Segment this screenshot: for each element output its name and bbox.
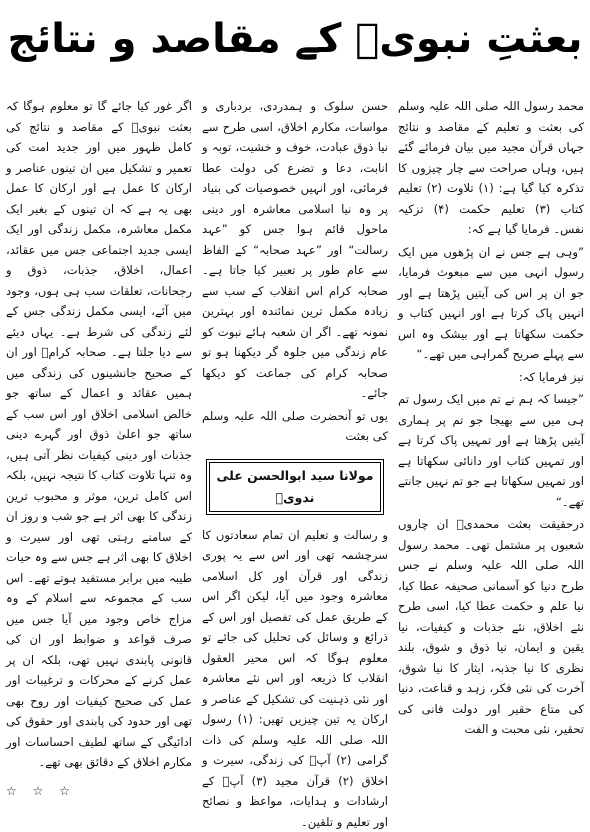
paragraph: محمد رسول اللہ صلی اللہ علیہ وسلم کی بعثت و تعلیم کے مقاصد و نتائج جہاں قرآن مجید میں بیان فرمائے گئے ہیں، وہاں صراحت سے چار چیزوں کا تذکرہ کیا گیا ہے: (۱) تلاوت (۲) تعلیم کتاب (۳) تعلیم حکمت (۴) تزکیہ نفس۔ فرمایا گیا ہے کہ:: [398, 96, 584, 240]
paragraph: ”وہی ہے جس نے ان پڑھوں میں ایک رسول انہی میں سے مبعوث فرمایا، جو ان پر اس کی آیتیں پڑھتا ہے اور انہیں پاک کرتا ہے اور انہیں کتاب و حکمت سکھاتا ہے اور بیشک وہ اس سے پہلے صریح گمراہی میں تھے۔“: [398, 242, 584, 365]
end-stars: ☆ ☆ ☆: [6, 781, 192, 802]
paragraph: حسن سلوک و ہمدردی، بردباری و مواسات، مکارم اخلاق، اسی طرح سے نیا ذوق عبادت، خوف و خشیت، توبہ و انابت، دعا و تضرع کی دولت عطا فرمائی، اور انہیں خصوصیات کی بنیاد پر وہ نیا اسلامی معاشرہ اور دینی ماحول قائم ہوا جس کو ”عہد رسالت“ اور ”عہد صحابہ“ کے الفاظ سے عام طور پر تعبیر کیا جاتا ہے۔ صحابہ کرام اس انقلاب کے سب سے زیادہ مکمل ترین نمائندہ اور بہترین نمونہ تھے۔ اگر ان شعبہ ہائے نبوت کو عام زندگی میں جلوہ گر دیکھنا ہو تو صحابہ کرام کی جماعت کو دیکھا جائے۔: [202, 96, 388, 404]
column-middle: [202, 96, 388, 736]
paragraph: درحقیقت بعثت محمدیؐ ان چاروں شعبوں پر مشتمل تھی۔ محمد رسول اللہ صلی اللہ علیہ وسلم نے جس طرح دنیا کو آسمانی صحیفہ عطا کیا، نیا علم و حکمت عطا کیا، اسی طرح نئے اخلاق، نئے جذبات و کیفیات، نیا یقین و ایمان، نیا ذوق و شوق، بلند نظری کا نیا جذبہ، ایثار کا نیا شوق، آخرت کی نئی فکر، زہد و قناعت، دنیا کی متاع حقیر اور دولت فانی کی تحقیر، نئی محبت و الفت: [398, 514, 584, 740]
paragraph: و رسالت و تعلیم ان تمام سعادتوں کا سرچشمہ تھی اور اس سے یہ پوری زندگی اور قرآن اور کل اسلامی معاشرہ وجود میں آیا، لیکن اگر اس کے طریق عمل کی تفصیل اور اس کے ذرائع و وسائل کی تحلیل کی جائے تو معلوم ہوگا کہ اس محیر العقول انقلاب کا ذریعہ اور اس نئے معاشرہ اور نئی ذہنیت کی تشکیل کے عناصر و ارکان یہ تین چیزیں تھیں: (۱) رسول اللہ صلی اللہ علیہ وسلم کی ذات گرامی (۲) آپؐ کی زندگی، سیرت و اخلاق (۲) قرآن مجید (۳) آپؐ کے ارشادات و ہدایات، مواعظ و نصائح اور تعلیم و تلقین۔: [202, 525, 388, 832]
column-right: [398, 96, 584, 736]
paragraph: یوں تو آنحضرت صلی اللہ علیہ وسلم کی بعثت: [202, 406, 388, 447]
author-name: مولانا سید ابوالحسن علی ندویؒ: [209, 462, 381, 512]
paragraph: نیز فرمایا کہ:: [398, 367, 584, 388]
author-box: [206, 459, 384, 515]
paragraph: ”جیسا کہ ہم نے تم میں ایک رسول تم ہی میں سے بھیجا جو تم پر ہماری آیتیں پڑھتا ہے اور تمہیں پاک کرتا ہے اور تمہیں کتاب اور دانائی سکھاتا ہے اور تمہیں سکھاتا ہے جو تم نہیں جانتے تھے۔“: [398, 389, 584, 512]
column-left: [6, 96, 192, 736]
article-title: بعثتِ نبویؐ کے مقاصد و نتائج: [0, 16, 590, 62]
paragraph: اگر غور کیا جائے گا تو معلوم ہوگا کہ بعثت نبویؐ کے مقاصد و نتائج کی کامل ظہور میں اور جدید امت کی تعمیر و تشکیل میں ان تینوں عناصر و ارکان کا عمل ہے اور ارکان کا عمل بھی یہ ہے کہ ان تینوں کے بغیر ایک مکمل معاشرہ، مکمل زندگی اور ایک ایسی جدید اجتماعی جس میں عقائد، اعمال، اخلاق، جذبات، ذوق و رجحانات، تعلقات سب ہی ہوں، وجود میں آئے، ایسی مکمل زندگی جس کے لئے زندگی کی شرط ہے۔ یہاں دیئے سے دیا جلتا ہے۔ صحابہ کرامؓ اور ان کے صحیح جانشینوں کی زندگی میں ہمیں عقائد و اعمال کے ساتھ جو خالص اسلامی اخلاق اور اس سب کے ساتھ جو اعلیٰ ذوق اور گہرے دینی جذبات اور دینی کیفیات نظر آتی ہیں، وہ تنہا تلاوت کتاب کا نتیجہ نہیں، بلکہ اس کامل ترین، موثر و محبوب ترین زندگی کا بھی اثر ہے جو شب و روز ان کے سامنے رہتی تھی اور سیرت و اخلاق کا بھی اثر ہے جس سے وہ حیات طیبہ میں برابر مستفید ہوتے تھے۔ اس سب کے مجموعہ سے اسلام کے وہ مزاج خاص وجود میں آیا جس میں صرف قواعد و ضوابط اور ان کی قانونی پابندی نہیں تھی، بلکہ ان پر عمل کرنے کے محرکات و ترغیبات اور عمل کی صحیح کیفیات اور روح بھی تھی اور حدود کی پابندی اور حقوق کی ادائیگی کے ساتھ لطیف احساسات اور مکارم اخلاق کے دقائق بھی تھے۔: [6, 96, 192, 773]
